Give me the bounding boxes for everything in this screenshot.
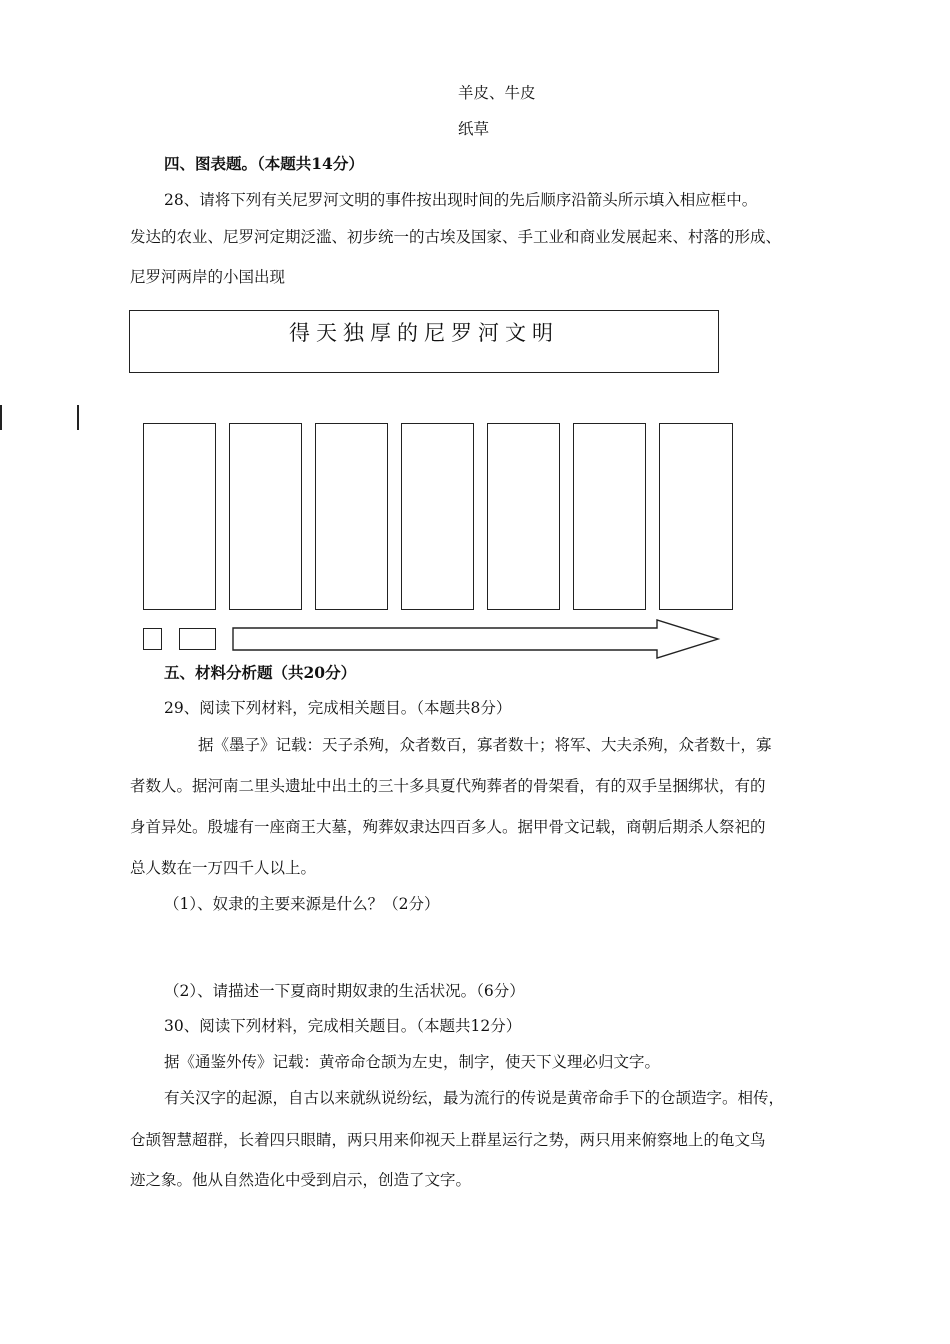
q28-items-line1: 发达的农业、尼罗河定期泛滥、初步统一的古埃及国家、手工业和商业发展起来、村落的形成、 <box>130 228 782 246</box>
q29-para-line2: 者数人。据河南二里头遗址中出土的三十多具夏代殉葬者的骨架看，有的双手呈捆绑状，有的 <box>130 777 766 795</box>
diagram-title: 得天独厚的尼罗河文明 <box>289 321 559 345</box>
timeline-arrow-icon <box>228 617 728 663</box>
arrow-tail-square-2 <box>179 628 216 650</box>
q30-stem: 30、阅读下列材料，完成相关题目。（本题共12分） <box>164 1017 522 1035</box>
diagram-title-box <box>129 310 719 373</box>
q29-para-line4: 总人数在一万四千人以上。 <box>130 859 317 877</box>
q28-items-line2: 尼罗河两岸的小国出现 <box>130 268 286 286</box>
q28-stem: 28、请将下列有关尼罗河文明的事件按出现时间的先后顺序沿箭头所示填入相应框中。 <box>164 191 758 209</box>
top-line-1: 羊皮、牛皮 <box>458 84 536 102</box>
q30-para-line1: 据《通鉴外传》记载：黄帝命仓颉为左史，制字，使天下义理必归文字。 <box>164 1053 661 1071</box>
answer-box-3[interactable] <box>315 423 388 610</box>
margin-mark-right <box>77 405 79 430</box>
answer-box-5[interactable] <box>487 423 560 610</box>
answer-box-1[interactable] <box>143 423 216 610</box>
arrow-tail-square-1 <box>143 628 162 650</box>
q29-para-line1: 据《墨子》记载：天子杀殉，众者数百，寡者数十；将军、大夫杀殉，众者数十，寡 <box>198 736 772 754</box>
q30-para-line2: 有关汉字的起源，自古以来就纵说纷纭，最为流行的传说是黄帝命手下的仓颉造字。相传， <box>164 1089 785 1107</box>
q29-sub2: （2）、请描述一下夏商时期奴隶的生活状况。（6分） <box>164 982 525 1000</box>
answer-box-2[interactable] <box>229 423 302 610</box>
answer-box-7[interactable] <box>659 423 733 610</box>
q29-para-line3: 身首异处。殷墟有一座商王大墓，殉葬奴隶达四百多人。据甲骨文记载，商朝后期杀人祭祀的 <box>130 818 766 836</box>
section5-heading: 五、材料分析题（共20分） <box>164 663 357 682</box>
q29-stem: 29、阅读下列材料，完成相关题目。（本题共8分） <box>164 699 512 717</box>
q30-para-line3: 仓颉智慧超群，长着四只眼睛，两只用来仰视天上群星运行之势，两只用来俯察地上的龟文鸟 <box>130 1131 766 1149</box>
answer-box-4[interactable] <box>401 423 474 610</box>
margin-mark-left <box>0 405 2 430</box>
top-line-2: 纸草 <box>458 120 490 138</box>
answer-box-6[interactable] <box>573 423 646 610</box>
q30-para-line4: 迹之象。他从自然造化中受到启示，创造了文字。 <box>130 1171 472 1189</box>
section4-heading: 四、图表题。（本题共14分） <box>164 154 364 173</box>
q29-sub1: （1）、奴隶的主要来源是什么？（2分） <box>164 895 440 913</box>
